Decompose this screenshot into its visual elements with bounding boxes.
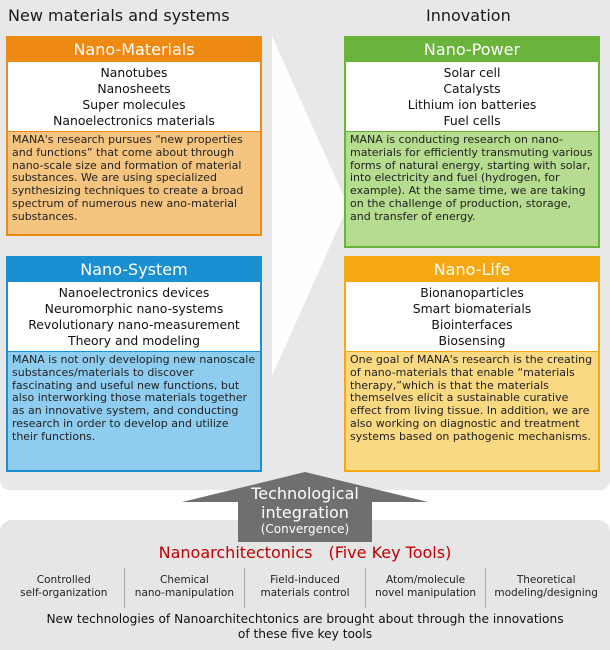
tool-line: Theoretical xyxy=(516,574,576,586)
list-item: Revolutionary nano-measurement xyxy=(28,317,240,332)
tool-line: nano-manipulation xyxy=(134,587,234,599)
tool-item xyxy=(4,568,125,608)
list-item: Theory and modeling xyxy=(68,333,200,348)
tool-line: Chemical xyxy=(160,574,209,586)
list-item: Biosensing xyxy=(438,333,506,348)
list-item: Nanosheets xyxy=(97,81,171,96)
tools-title: Nanoarchitectonics (Five Key Tools) xyxy=(158,543,452,562)
nano-power-description: MANA is conducting research on nano-materials for efficiently transmuting various forms of natural energy, starting with solar, into electricity and fuel (hydrogen, for example). At the same time, we are taking on the challenge of production, storage, and transfer of energy. xyxy=(346,132,598,246)
progress-arrow xyxy=(270,36,350,376)
tool-item xyxy=(125,568,246,608)
tools-footer-line-1: New technologies of Nanoarchitechtonics are brought about through the innovations xyxy=(46,612,564,626)
nano-system-items xyxy=(8,282,260,352)
list-item: Nanoelectronics devices xyxy=(58,285,210,300)
integration-label xyxy=(230,484,380,537)
tool-item xyxy=(366,568,487,608)
nano-materials-card xyxy=(6,36,262,236)
nano-system-title: Nano-System xyxy=(8,258,260,282)
integration-sub: (Convergence) xyxy=(260,522,350,536)
tool-line: materials control xyxy=(260,587,350,599)
nano-life-description: One goal of MANA's research is the creating of nano-materials that enable “materials therapy,”which is that the materials themselves elicit a sustainable curative effect from living tissue. In addition, we are also working on diagnostic and treatment systems based on pathogenic mechanisms. xyxy=(346,352,598,470)
nano-materials-title: Nano-Materials xyxy=(8,38,260,62)
integration-line-2: integration xyxy=(261,503,349,522)
tools-footer-line-2: of these five key tools xyxy=(237,627,373,641)
list-item: Catalysts xyxy=(443,81,501,96)
list-item: Nanoelectronics materials xyxy=(53,113,215,128)
list-item: Bionanoparticles xyxy=(420,285,524,300)
heading-innovation: Innovation xyxy=(426,6,511,25)
nano-power-card xyxy=(344,36,600,248)
nano-system-card xyxy=(6,256,262,472)
tools-row xyxy=(0,568,610,608)
nano-life-card xyxy=(344,256,600,472)
tool-item xyxy=(486,568,606,608)
tool-line: Field-induced xyxy=(270,574,340,586)
nano-power-items xyxy=(346,62,598,132)
nano-materials-items xyxy=(8,62,260,132)
tool-line: self-organization xyxy=(20,587,108,599)
nano-system-description: MANA is not only developing new nanoscale substances/materials to discover fascinating and useful new functions, but also interworking those materials together as an innovative system, and conducting research in order to develop and utilize their functions. xyxy=(8,352,260,470)
tool-line: Controlled xyxy=(36,574,91,586)
integration-line-1: Technological xyxy=(251,484,359,503)
list-item: Nanotubes xyxy=(100,65,168,80)
nano-life-items xyxy=(346,282,598,352)
list-item: Neuromorphic nano-systems xyxy=(44,301,224,316)
nano-power-title: Nano-Power xyxy=(346,38,598,62)
heading-new-materials: New materials and systems xyxy=(8,6,230,25)
tool-line: Atom/molecule xyxy=(386,574,466,586)
list-item: Super molecules xyxy=(82,97,186,112)
list-item: Lithium ion batteries xyxy=(407,97,537,112)
list-item: Smart biomaterials xyxy=(412,301,532,316)
list-item: Fuel cells xyxy=(443,113,501,128)
nano-materials-description: MANA's research pursues “new properties and functions” that come about through nano-scale size and formation of material substances. We are using specialized synthesizing techniques to create a broad spectrum of numerous new ano-material substances. xyxy=(8,132,260,234)
tool-item xyxy=(245,568,366,608)
nano-life-title: Nano-Life xyxy=(346,258,598,282)
list-item: Biointerfaces xyxy=(431,317,513,332)
tool-line: novel manipulation xyxy=(375,587,477,599)
tool-line: modeling/designing xyxy=(494,587,598,599)
tools-footer xyxy=(0,612,610,642)
list-item: Solar cell xyxy=(443,65,501,80)
